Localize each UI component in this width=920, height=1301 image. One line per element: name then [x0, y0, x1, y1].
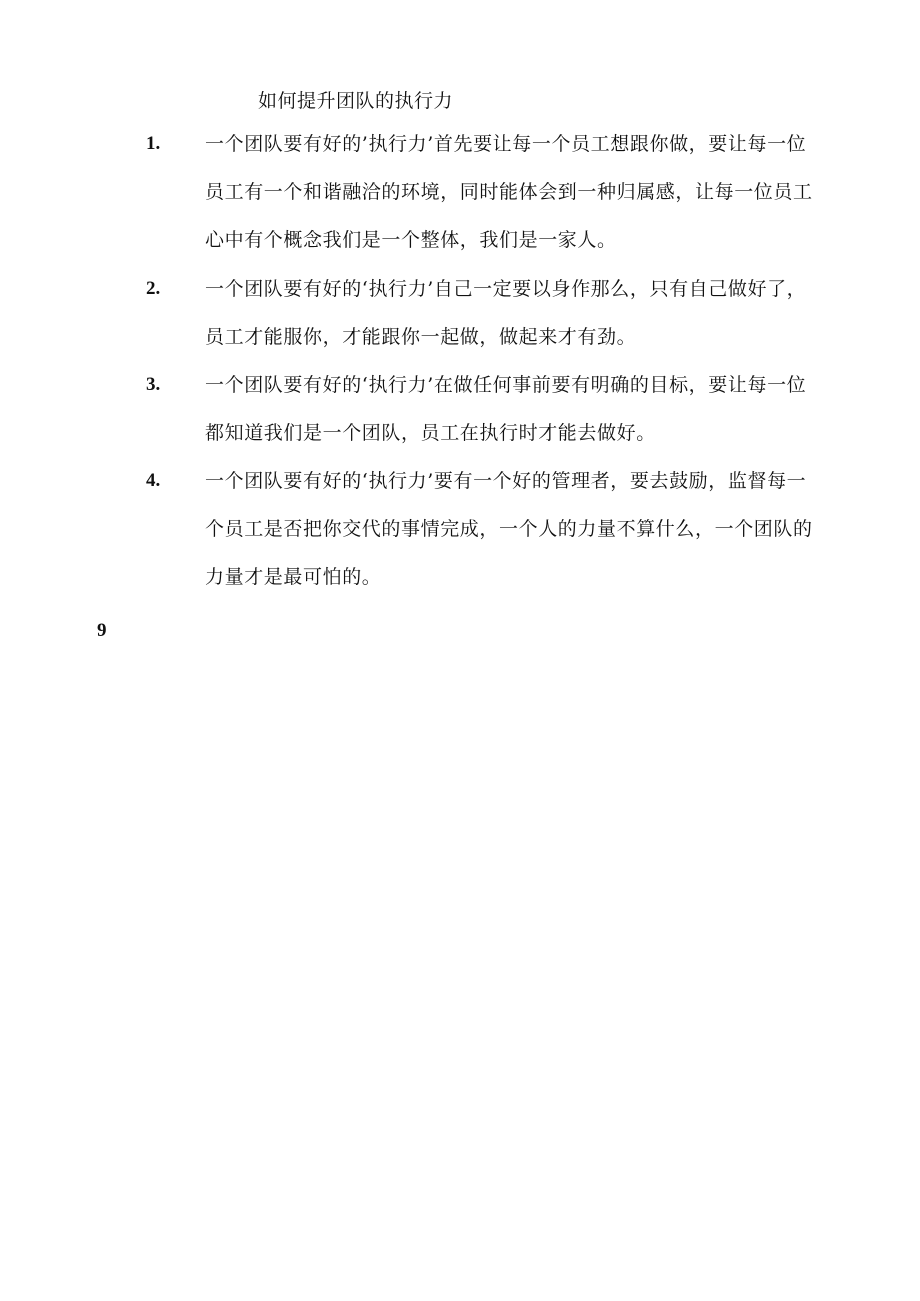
list-item-number: 2.	[146, 278, 161, 299]
list-item-number: 3.	[146, 374, 161, 395]
document-title: 如何提升团队的执行力	[258, 90, 454, 112]
list-item-text: 一个团队要有好的’执行力’首先要让每一个员工想跟你做，要让每一位 员工有一个和谐融洽的环境，同时能体会到一种归属感，让每一位员工 心中有个概念我们是一个整体，我们是一家人。	[205, 133, 813, 251]
list-item-text: 一个团队要有好的‘执行力’在做任何事前要有明确的目标，要让每一位 都知道我们是一个团队，员工在执行时才能去做好。	[205, 374, 807, 444]
list-item-number: 1.	[146, 133, 161, 154]
page-number: 9	[97, 620, 107, 641]
list-item-text: 一个团队要有好的‘执行力’要有一个好的管理者，要去鼓励，监督每一 个员工是否把你交代的事情完成，一个人的力量不算什么，一个团队的 力量才是最可怕的。	[205, 470, 813, 588]
list-item-text: 一个团队要有好的‘执行力’自己一定要以身作那么，只有自己做好了， 员工才能服你，才能跟你一起做，做起来才有劲。	[205, 278, 807, 348]
list-item-number: 4.	[146, 470, 161, 491]
